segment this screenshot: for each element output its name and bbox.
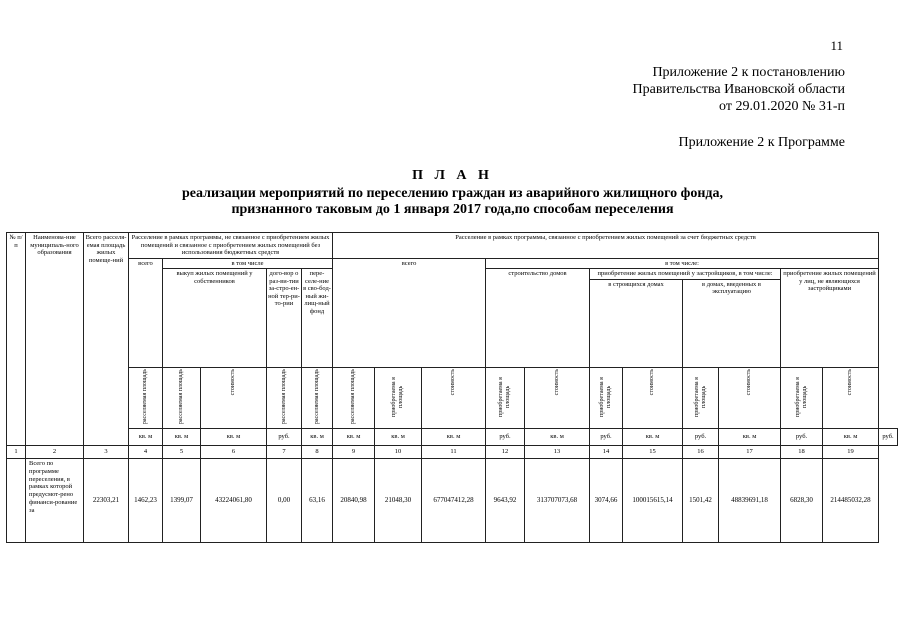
unit-cell: кв. м xyxy=(823,429,879,446)
column-number: 15 xyxy=(623,446,683,459)
unit-cell: руб. xyxy=(683,429,719,446)
unit-cell: руб. xyxy=(267,429,302,446)
appendix-line-1: Приложение 2 к постановлению xyxy=(652,65,845,80)
page-number: 11 xyxy=(830,38,843,53)
vlabel: приобретаема я площадь xyxy=(590,367,623,429)
column-number: 19 xyxy=(823,446,879,459)
plan-heading: П Л А Н xyxy=(412,168,493,183)
header-no-budget: Расселение в рамках программы, не связанное с приобретением жилых помещений и связанное с приобретением жилых помещений без использования бюджетных средств xyxy=(129,233,333,259)
plan-subtitle-line-2: признанного таковым до 1 января 2017 года,по способам переселения xyxy=(231,202,674,217)
appendix-line-2: Правительства Ивановской области xyxy=(632,82,845,97)
data-cell: 3074,66 xyxy=(590,459,623,543)
header-total-2: всего xyxy=(333,258,486,367)
header-including-1: в том числе xyxy=(163,258,333,269)
vlabel: стоимость xyxy=(823,367,879,429)
data-cell: 1501,42 xyxy=(683,459,719,543)
data-cell: 6828,30 xyxy=(781,459,823,543)
unit-cell: руб. xyxy=(590,429,623,446)
unit-cell: кв. м xyxy=(302,429,333,446)
header-including-2: в том числе: xyxy=(486,258,879,269)
header-municipality: Наименова-ние муниципаль-ного образования xyxy=(26,233,84,446)
data-cell: 1462,23 xyxy=(129,459,163,543)
header-move: пере-селе-ние в сво-бод-ный жи-лищ-ный фонд xyxy=(302,269,333,368)
unit-cell: руб. xyxy=(781,429,823,446)
row-label: Всего по программе переселения, в рамках которой предусмот-рено финанси-рование за xyxy=(26,459,84,543)
row-number-cell xyxy=(7,459,26,543)
header-build: строительство домов xyxy=(486,269,590,368)
unit-cell: руб. xyxy=(879,429,898,446)
vlabel: расселяемая площадь xyxy=(302,367,333,429)
column-number: 14 xyxy=(590,446,623,459)
column-number: 3 xyxy=(84,446,129,459)
header-total-area: Всего расселя-емая площадь жилых помеще-ний xyxy=(84,233,129,446)
column-number: 10 xyxy=(375,446,422,459)
header-acq-other: приобретение жилых помещений у лиц, не являющихся застройщиками xyxy=(781,269,879,368)
appendix-line-3: от 29.01.2020 № 31-п xyxy=(719,99,845,114)
vlabel: расселяемая площадь xyxy=(267,367,302,429)
data-cell: 0,00 xyxy=(267,459,302,543)
column-number: 7 xyxy=(267,446,302,459)
header-commissioned: в домах, введенных в эксплуатацию xyxy=(683,279,781,367)
unit-cell: кв. м xyxy=(719,429,781,446)
header-budget: Расселение в рамках программы, связанное с приобретением жилых помещений за счет бюджетных средств xyxy=(333,233,879,259)
header-contract: дого-вор о раз-ви-тии за-стро-ен-ной тер-ри-то-рии xyxy=(267,269,302,368)
appendix-decree-block xyxy=(633,64,845,115)
appendix-program: Приложение 2 к Программе xyxy=(678,135,845,150)
vlabel: расселяемая площадь xyxy=(129,367,163,429)
unit-cell: кв. м xyxy=(422,429,486,446)
vlabel: стоимость xyxy=(623,367,683,429)
plan-table xyxy=(6,232,898,543)
column-number: 1 xyxy=(7,446,26,459)
unit-cell: кв. м xyxy=(129,429,163,446)
unit-cell: кв. м xyxy=(525,429,590,446)
data-cell: 21048,30 xyxy=(375,459,422,543)
column-number: 11 xyxy=(422,446,486,459)
vlabel: стоимость xyxy=(719,367,781,429)
unit-cell: кв. м xyxy=(201,429,267,446)
vlabel: приобретаема я площадь xyxy=(486,367,525,429)
header-total-1: всего xyxy=(129,258,163,367)
header-number: № п/п xyxy=(7,233,26,446)
table-row xyxy=(7,459,898,543)
column-number: 12 xyxy=(486,446,525,459)
vlabel: расселяемая площадь xyxy=(163,367,201,429)
column-number: 8 xyxy=(302,446,333,459)
vlabel: стоимость xyxy=(201,367,267,429)
vlabel: приобретаема я площадь xyxy=(781,367,823,429)
data-cell: 100015615,14 xyxy=(623,459,683,543)
column-number: 2 xyxy=(26,446,84,459)
data-cell: 9643,92 xyxy=(486,459,525,543)
data-cell: 20840,98 xyxy=(333,459,375,543)
data-cell: 677047412,28 xyxy=(422,459,486,543)
vlabel: расселяемая площадь xyxy=(333,367,375,429)
vlabel: стоимость xyxy=(422,367,486,429)
vlabel: стоимость xyxy=(525,367,590,429)
header-acq-developers: приобретение жилых помещений у застройщиков, в том числе: xyxy=(590,269,781,280)
column-number: 5 xyxy=(163,446,201,459)
column-number: 18 xyxy=(781,446,823,459)
column-number: 4 xyxy=(129,446,163,459)
column-number: 6 xyxy=(201,446,267,459)
plan-subtitle xyxy=(0,186,905,218)
unit-cell: руб. xyxy=(486,429,525,446)
plan-subtitle-line-1: реализации мероприятий по переселению граждан из аварийного жилищного фонда, xyxy=(182,186,723,201)
unit-cell: кв. м xyxy=(333,429,375,446)
vlabel: приобретаема я площадь xyxy=(375,367,422,429)
column-number: 17 xyxy=(719,446,781,459)
unit-cell: кв. м xyxy=(623,429,683,446)
header-buyout: выкуп жилых помещений у собственников xyxy=(163,269,267,368)
column-number: 9 xyxy=(333,446,375,459)
data-cell: 63,16 xyxy=(302,459,333,543)
column-number: 16 xyxy=(683,446,719,459)
data-cell: 22303,21 xyxy=(84,459,129,543)
unit-cell: кв. м xyxy=(163,429,201,446)
unit-cell: кв. м xyxy=(375,429,422,446)
data-cell: 214485032,28 xyxy=(823,459,879,543)
data-cell: 43224061,80 xyxy=(201,459,267,543)
header-under-construction: в строящихся домах xyxy=(590,279,683,367)
data-cell: 1399,07 xyxy=(163,459,201,543)
column-number: 13 xyxy=(525,446,590,459)
data-cell: 48839691,18 xyxy=(719,459,781,543)
data-cell: 313707073,68 xyxy=(525,459,590,543)
vlabel: приобретаема я площадь xyxy=(683,367,719,429)
